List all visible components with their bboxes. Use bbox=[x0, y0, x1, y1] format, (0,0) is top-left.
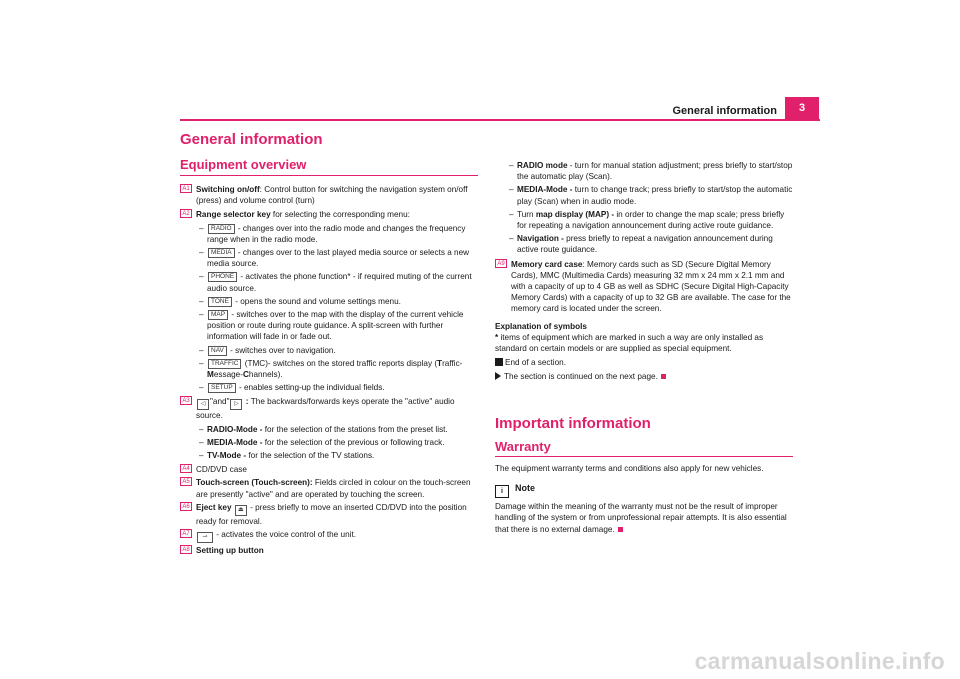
bold-letter: T bbox=[437, 358, 443, 368]
warranty-text: The equipment warranty terms and conditions also apply for new vehicles. bbox=[495, 464, 764, 473]
list-item bbox=[182, 396, 478, 421]
item-text: for the selection of the previous or following track. bbox=[262, 437, 445, 447]
item-text: - changes over to the last played media source or selects a new media source. bbox=[207, 248, 470, 269]
forward-key-icon: ▷ bbox=[230, 399, 242, 410]
list-item bbox=[495, 259, 795, 315]
end-square-icon bbox=[495, 358, 503, 366]
symbols-heading: Explanation of symbols bbox=[495, 321, 587, 331]
watermark: carmanualsonline.info bbox=[694, 648, 945, 674]
item-text: CD/DVD case bbox=[196, 465, 247, 475]
item-text: : Memory cards such as SD (Secure Digital Memory Cards), MMC (Multimedia Cards) measuring 32 mm x 24 mm x 2.1 mm and with a capacity of up to 4 GB as well as SDHC (Secure Digital High-Capacity Memory Cards) with a capacity of up to 32 GB are available. The case for the memory card is located under the screen. bbox=[511, 259, 791, 314]
list-item bbox=[182, 502, 478, 527]
phone-key: PHONE bbox=[208, 272, 237, 282]
item-text: - enables setting-up the individual fields. bbox=[236, 383, 385, 393]
voice-control-icon: ⇀ bbox=[197, 532, 213, 543]
list-item bbox=[182, 545, 478, 556]
item-text: End of a section. bbox=[505, 358, 566, 368]
item-label: RADIO mode bbox=[517, 161, 568, 170]
note-heading: i Note bbox=[495, 483, 795, 498]
item-label: Setting up button bbox=[196, 546, 264, 556]
marker-a1: A1 bbox=[180, 184, 192, 193]
item-text: The backwards/forwards keys operate the "active" audio source. bbox=[196, 397, 455, 421]
item-label: Range selector key bbox=[196, 210, 271, 220]
list-item bbox=[182, 209, 478, 220]
list-item bbox=[182, 529, 478, 543]
item-text: turn to change track; press briefly to start/stop the automatic play (Scan) when in audio mode. bbox=[517, 185, 793, 206]
list-item: – PHONE - activates the phone function* - if required muting of the current audio source. bbox=[199, 272, 472, 293]
tone-key: TONE bbox=[208, 297, 232, 307]
page-number: 3 bbox=[785, 97, 819, 119]
warranty-block bbox=[495, 463, 795, 535]
item-label: map display (MAP) - bbox=[535, 209, 615, 219]
section-continue-icon bbox=[661, 374, 666, 379]
marker-a9: A9 bbox=[495, 259, 507, 268]
star-symbol: * bbox=[495, 332, 499, 342]
item-text: for the selection of the TV stations. bbox=[246, 451, 375, 461]
item-text: : Control button for switching the navigation system on/off (press) and volume control (turn) bbox=[196, 185, 468, 206]
item-text: raffic- bbox=[442, 358, 463, 368]
traffic-key: TRAFFIC bbox=[208, 359, 241, 369]
list-item: – MEDIA-Mode - for the selection of the previous or following track. bbox=[199, 437, 445, 447]
list-item: – NAV - switches over to navigation. bbox=[199, 345, 336, 355]
item-text: - switches over to the map with the display of the current vehicle position or route during route guidance. A split-screen with further information will fade in or fade out. bbox=[207, 310, 464, 342]
marker-a4: A4 bbox=[180, 464, 192, 473]
back-key-icon: ◁ bbox=[197, 399, 209, 410]
list-item: – MEDIA - changes over to the last played media source or selects a new media source. bbox=[199, 248, 470, 269]
list-item bbox=[182, 477, 478, 499]
item-label: TV-Mode - bbox=[207, 451, 247, 461]
list-item: – TV-Mode - for the selection of the TV stations. bbox=[199, 451, 375, 461]
left-column bbox=[182, 184, 478, 556]
setup-key: SETUP bbox=[208, 383, 236, 393]
continued-symbol bbox=[495, 371, 795, 382]
item-text: in order to change the map scale; press briefly for repeating a navigation announcement during active route guidance. bbox=[517, 209, 785, 231]
list-item: – Navigation - press briefly to repeat a navigation announcement during active route guidance. bbox=[509, 234, 773, 255]
list-item: – SETUP - enables setting-up the individual fields. bbox=[199, 383, 385, 393]
item-text: for the selection of the stations from the preset list. bbox=[262, 424, 448, 434]
item-label: Switching on/off bbox=[196, 185, 260, 194]
eject-icon: ⏏ bbox=[235, 505, 247, 516]
arrow-right-icon bbox=[495, 372, 501, 380]
symbols-text bbox=[495, 332, 795, 354]
marker-a5: A5 bbox=[180, 477, 192, 486]
section-title-equipment: Equipment overview bbox=[180, 157, 307, 172]
bold-letter: C bbox=[242, 370, 249, 380]
list-item: – TRAFFIC (TMC)- switches on the stored traffic reports display (Traffic-Message-Channels). bbox=[199, 358, 463, 380]
item-label: MEDIA-Mode - bbox=[517, 185, 573, 195]
item-text: items of equipment which are marked in such a way are only installed as standard on certain models or are supplied as special equipment. bbox=[495, 332, 764, 354]
page-title: General information bbox=[180, 131, 323, 148]
section-end-icon bbox=[618, 527, 623, 532]
list-item bbox=[182, 184, 478, 206]
item-text: hannels). bbox=[248, 370, 283, 380]
section-rule bbox=[495, 456, 793, 457]
item-text: - activates the voice control of the unit. bbox=[214, 530, 356, 540]
item-text: for selecting the corresponding menu: bbox=[270, 210, 410, 220]
right-column bbox=[495, 160, 795, 383]
item-text: Fields circled in colour on the touch-screen are presently "active" and are operated by touching the screen. bbox=[196, 478, 471, 499]
bold-letter: M bbox=[207, 370, 214, 380]
item-text: : bbox=[243, 397, 251, 407]
item-label: Eject key bbox=[196, 502, 232, 512]
item-text: The section is continued on the next page. bbox=[504, 372, 658, 382]
marker-a2: A2 bbox=[180, 209, 192, 218]
radio-key: RADIO bbox=[208, 224, 235, 234]
list-item: – TONE - opens the sound and volume settings menu. bbox=[199, 296, 401, 306]
item-text: - switches over to navigation. bbox=[227, 345, 336, 355]
map-key: MAP bbox=[208, 310, 228, 320]
marker-a3: A3 bbox=[180, 396, 192, 405]
list-item: – Turn map display (MAP) - in order to change the map scale; press briefly for repeating a navigation announcement during active route guidance. bbox=[509, 209, 785, 231]
section-rule bbox=[180, 175, 478, 176]
item-text: (TMC)- switches on the stored traffic reports display ( bbox=[242, 358, 438, 368]
list-item: – RADIO mode - turn for manual station adjustment; press briefly to start/stop the automatic play (Scan). bbox=[509, 161, 793, 182]
item-label: RADIO-Mode - bbox=[207, 424, 263, 434]
list-item: – RADIO-Mode - for the selection of the stations from the preset list. bbox=[199, 424, 448, 434]
item-text: "and" bbox=[210, 397, 230, 407]
item-text: Turn bbox=[517, 209, 536, 219]
note-text: Damage within the meaning of the warranty must not be the result of improper handling of the system or from unprofessional repair attempts. It is also essential that there is no external damage. bbox=[495, 502, 787, 534]
marker-a7: A7 bbox=[180, 529, 192, 538]
nav-key: NAV bbox=[208, 346, 227, 356]
item-label: Navigation - bbox=[517, 234, 564, 244]
item-text: - changes over into the radio mode and changes the frequency range when in the radio mode. bbox=[207, 223, 466, 244]
section-title-important: Important information bbox=[495, 415, 651, 432]
list-item: – MAP - switches over to the map with the display of the current vehicle position or route during route guidance. A split-screen with further information will fade in or fade out. bbox=[199, 310, 464, 342]
list-item: – MEDIA-Mode - turn to change track; press briefly to start/stop the automatic play (Scan) when in audio mode. bbox=[509, 185, 793, 206]
item-label: Touch-screen (Touch-screen): bbox=[196, 478, 313, 488]
running-header: General information bbox=[672, 105, 777, 117]
marker-a8: A8 bbox=[180, 545, 192, 554]
media-key: MEDIA bbox=[208, 248, 235, 258]
list-item: – RADIO - changes over into the radio mode and changes the frequency range when in the radio mode. bbox=[199, 223, 466, 244]
item-text: - press briefly to move an inserted CD/DVD into the position ready for removal. bbox=[196, 502, 467, 526]
item-label: Memory card case bbox=[511, 259, 583, 269]
note-icon: i bbox=[495, 485, 509, 498]
end-of-section-symbol bbox=[495, 357, 795, 368]
list-item bbox=[182, 464, 478, 475]
item-text: press briefly to repeat a navigation announcement during active route guidance. bbox=[517, 234, 773, 255]
header-rule bbox=[180, 119, 820, 121]
item-text: essage- bbox=[213, 370, 243, 380]
item-text: - opens the sound and volume settings menu. bbox=[232, 296, 401, 306]
item-text: - activates the phone function* - if required muting of the current audio source. bbox=[207, 272, 472, 293]
section-title-warranty: Warranty bbox=[495, 439, 551, 454]
marker-a6: A6 bbox=[180, 502, 192, 511]
item-text: - turn for manual station adjustment; press briefly to start/stop the automatic play (Scan). bbox=[517, 161, 793, 182]
item-label: MEDIA-Mode - bbox=[207, 437, 263, 447]
